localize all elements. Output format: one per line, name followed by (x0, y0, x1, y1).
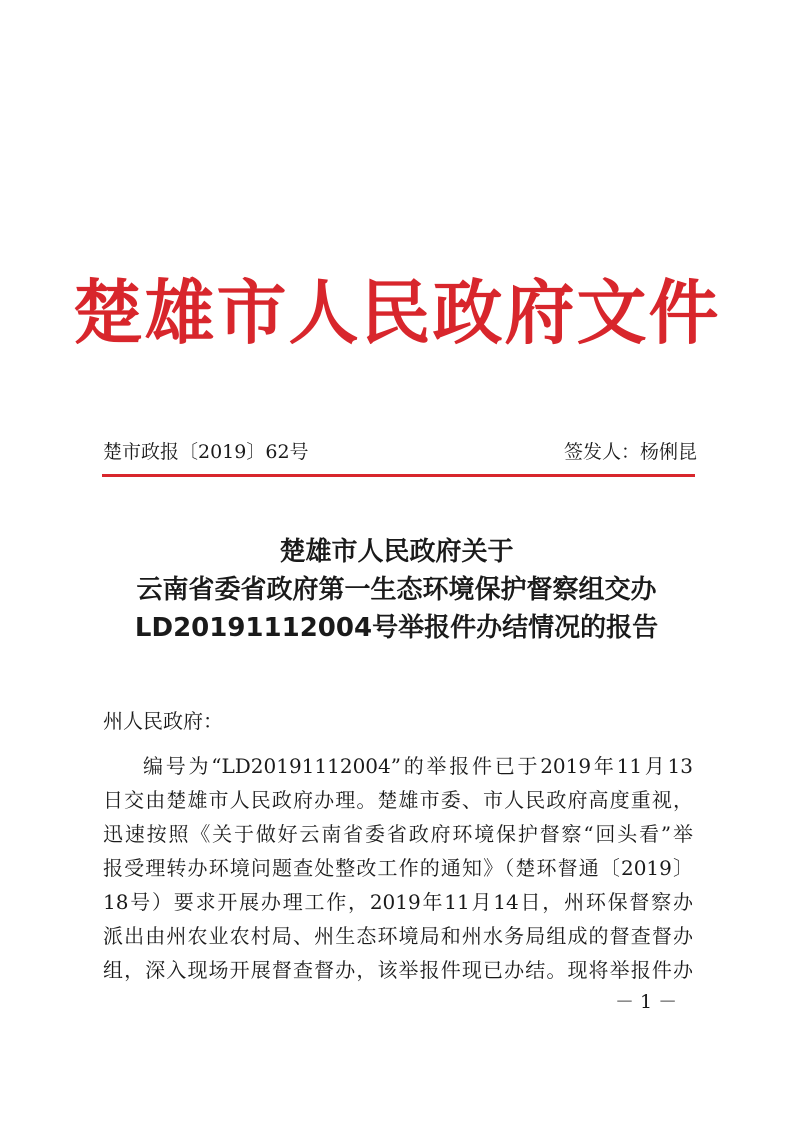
title-line: 楚雄市人民政府关于 (279, 537, 514, 567)
body-line: 迅速按照《关于做好云南省委省政府环境保护督察“回头看”举 (103, 822, 693, 846)
red-divider-rule (102, 474, 695, 477)
body-line: 编号为“LD20191112004”的举报件已于2019年11月13 (143, 754, 693, 778)
document-number: 楚市政报〔2019〕62号 (103, 441, 309, 463)
body-line: 报受理转办环境问题查处整改工作的通知》（楚环督通〔2019〕 (103, 856, 693, 880)
body-line: 组，深入现场开展督查督办，该举报件现已办结。现将举报件办 (103, 958, 693, 982)
document-masthead: 楚雄市人民政府文件 (72, 272, 721, 354)
document-title (60, 533, 733, 647)
body-line: 派出由州农业农村局、州生态环境局和州水务局组成的督查督办 (103, 924, 693, 948)
body-line: 日交由楚雄市人民政府办理。楚雄市委、市人民政府高度重视， (103, 788, 693, 812)
page-number: － 1 － (615, 991, 678, 1013)
signer: 签发人：杨俐昆 (563, 441, 697, 463)
body-text (103, 749, 693, 987)
body-line: 18号）要求开展办理工作，2019年11月14日，州环保督察办 (103, 890, 693, 914)
salutation: 州人民政府： (103, 709, 223, 733)
title-line: 云南省委省政府第一生态环境保护督察组交办 (136, 575, 657, 605)
title-line: LD20191112004号举报件办结情况的报告 (134, 613, 659, 643)
